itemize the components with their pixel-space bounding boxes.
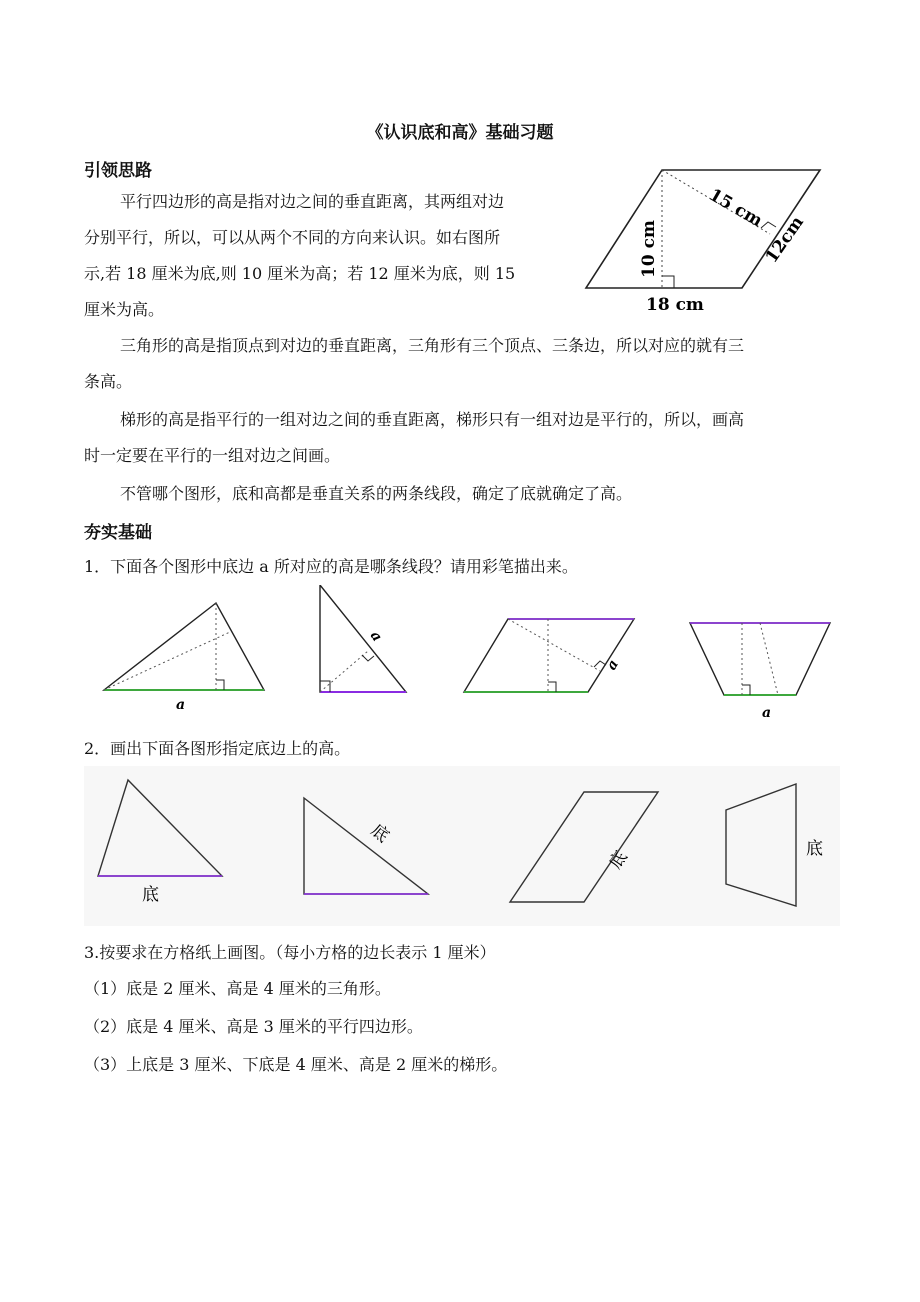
question-1: 1．下面各个图形中底边 a 所对应的高是哪条线段？请用彩笔描出来。 <box>84 557 578 576</box>
intro-paragraph-4 <box>84 476 844 512</box>
label-12cm: 12cm <box>761 212 808 267</box>
q1-triangle-2 <box>320 585 406 692</box>
base-label-a: a <box>762 705 772 721</box>
intro-paragraph-1 <box>84 184 584 328</box>
base-label: 底 <box>806 839 823 859</box>
page-title: 《认识底和高》基础习题 <box>366 123 554 143</box>
label-15cm: 15 cm <box>705 185 766 232</box>
base-label: 底 <box>605 847 632 873</box>
intro-p4: 不管哪个图形，底和高都是垂直关系的两条线段，确定了底就确定了高。 <box>120 484 633 503</box>
question-3-2: （2）底是 4 厘米、高是 3 厘米的平行四边形。 <box>84 1017 423 1036</box>
base-label-a: a <box>603 657 623 673</box>
q1-triangle-1 <box>104 603 264 713</box>
base-label: 底 <box>142 885 159 905</box>
q1-trapezoid <box>690 623 830 721</box>
question-3-1: （1）底是 2 厘米、高是 4 厘米的三角形。 <box>84 979 391 998</box>
q1-figures <box>96 585 846 725</box>
intro-p2-line1: 三角形的高是指顶点到对边的垂直距离，三角形有三个顶点、三条边，所以对应的就有三 <box>120 336 745 355</box>
intro-p1-line1: 平行四边形的高是指对边之间的垂直距离，其两组对边 <box>120 192 505 211</box>
intro-paragraph-2 <box>84 328 844 400</box>
right-angle-mark <box>662 276 674 288</box>
q2-figures <box>84 766 840 926</box>
intro-p1-line4: 厘米为高。 <box>84 300 165 319</box>
section-heading-intro: 引领思路 <box>84 161 152 181</box>
intro-p3-line2: 时一定要在平行的一组对边之间画。 <box>84 446 341 465</box>
label-18cm: 18 cm <box>646 295 704 315</box>
intro-paragraph-3 <box>84 402 844 474</box>
q1-parallelogram <box>464 619 634 692</box>
label-10cm: 10 cm <box>639 220 659 278</box>
base-label-a: a <box>366 628 386 645</box>
base-label-a: a <box>176 697 186 713</box>
question-2: 2．画出下面各图形指定底边上的高。 <box>84 739 351 758</box>
section-heading-practice: 夯实基础 <box>84 523 152 543</box>
intro-p1-line2: 分别平行，所以，可以从两个不同的方向来认识。如右图所 <box>84 228 501 247</box>
intro-p2-line2: 条高。 <box>84 372 133 391</box>
intro-p3-line1: 梯形的高是指平行的一组对边之间的垂直距离，梯形只有一组对边是平行的，所以，画高 <box>120 410 745 429</box>
intro-p1-line3: 示,若 18 厘米为底,则 10 厘米为高；若 12 厘米为底，则 15 <box>84 264 516 283</box>
intro-parallelogram-figure <box>580 160 830 320</box>
question-3: 3.按要求在方格纸上画图。（每小方格的边长表示 1 厘米） <box>84 943 496 962</box>
right-angle-mark-2 <box>761 222 776 228</box>
base-label: 底 <box>366 820 393 847</box>
question-3-3: （3）上底是 3 厘米、下底是 4 厘米、高是 2 厘米的梯形。 <box>84 1055 508 1074</box>
